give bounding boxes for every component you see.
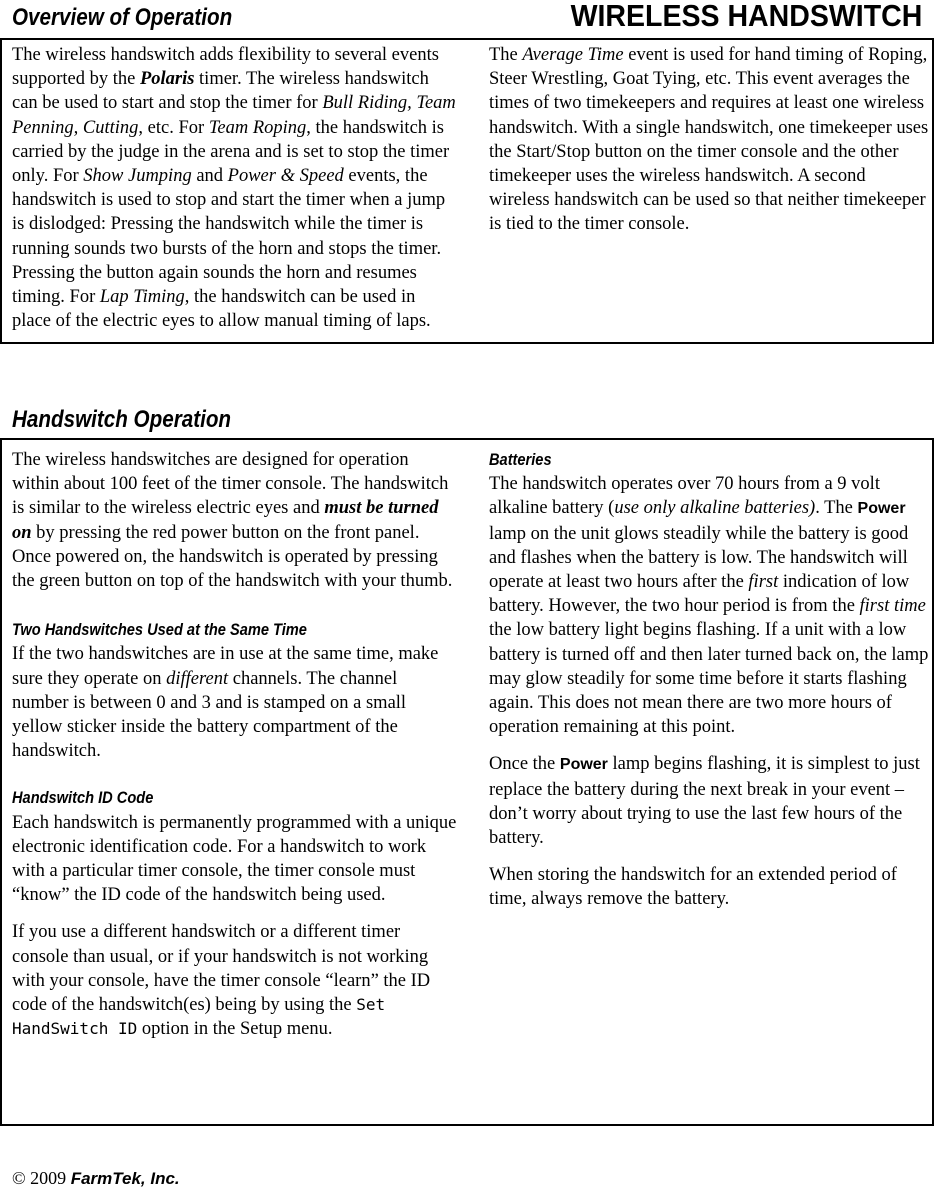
section-title-handswitch-operation: Handswitch Operation xyxy=(12,406,232,433)
document-title: WIRELESS HANDSWITCH xyxy=(570,0,922,33)
section-title-overview: Overview of Operation xyxy=(12,4,233,31)
subhead-handswitch-id: Handswitch ID Code xyxy=(12,788,154,808)
subhead-batteries: Batteries xyxy=(489,450,552,469)
overview-paragraph-2: The Average Time event is used for hand timing of Roping, Steer Wrestling, Goat Tying, etc. This event averages the times of two timekeepers and requires at least one wireless handswitch. With a single handswitch, one timekeeper uses the Start/Stop button on the timer console and the other timekeeper uses the wireless handswitch. A second wireless handswitch can be used so that neither timekeeper is tied to the timer console. xyxy=(489,45,929,235)
handswitch-id-text-1: Each handswitch is permanently programmed with a unique electronic identification code. For a handswitch to work with a particular timer console, the timer console must “know” the ID code of the handswitch being used. xyxy=(12,812,457,906)
power-lamp-label: Power xyxy=(559,756,608,774)
overview-paragraph-1: The wireless handswitch adds flexibility to several events supported by the Polaris timer. The wireless handswitch can be used to start and stop the timer for Bull Riding, Team Penning, Cutting, etc. For Team Roping, the handswitch is carried by the judge in the arena and is set to stop the timer only. For Show Jumping and Power & Speed events, the handswitch is used to stop and start the timer when a jump is dislodged: Pressing the handswitch while the timer is running sounds two bursts of the horn and stops the timer. Pressing the button again sounds the horn and resumes timing. For Lap Timing, the handswitch can be used in place of the electric eyes to allow manual timing of laps. xyxy=(12,45,456,332)
company-name: FarmTek, Inc. xyxy=(70,1169,180,1188)
copyright: © 2009 xyxy=(12,1168,71,1188)
operation-right-column xyxy=(489,448,931,925)
two-handswitches-text: If the two handswitches are in use at the same time, make sure they operate on different channels. The channel number is between 0 and 3 and is stamped on a small yellow sticker inside the battery compartment of the handswitch. xyxy=(12,644,439,762)
overview-right-column xyxy=(489,43,929,250)
handswitch-id-text-2: If you use a different handswitch or a different timer console than usual, or if your handswitch is not working with your console, have the timer console “learn” the ID code of the handswitch(es) being by using the Set HandSwitch ID option in the Setup menu. xyxy=(12,922,431,1040)
footer xyxy=(12,1168,180,1189)
operation-box xyxy=(0,438,934,1126)
power-lamp-label: Power xyxy=(857,500,906,518)
operation-intro: The wireless handswitches are designed for operation within about 100 feet of the timer console. The handswitch is similar to the wireless electric eyes and must be turned on by pressing the red power button on the front panel. Once powered on, the handswitch is operated by pressing the green button on top of the handswitch with your thumb. xyxy=(12,450,453,592)
batteries-text: The handswitch operates over 70 hours from a 9 volt alkaline battery (use only alkaline batteries). The Power lamp on the unit glows steadily while the battery is good and flashes when the battery is low. The handswitch will operate at least two hours after the first indication of low battery. However, the two hour period is from the first time the low battery light begins flashing. If a unit with a low battery is turned off and then later turned back on, the lamp may glow steadily for some time before it starts flashing again. This does not mean there are two more hours of operation remaining at this point. xyxy=(489,474,929,738)
overview-left-column xyxy=(12,43,458,346)
power-lamp-flashing-text: Once the Power lamp begins flashing, it is simplest to just replace the battery during the next break in your event – don’t worry about trying to use the last few hours of the battery. xyxy=(489,754,920,849)
operation-left-column xyxy=(12,448,458,1054)
storage-text: When storing the handswitch for an extended period of time, always remove the battery. xyxy=(489,865,897,910)
setup-menu-option: Set HandSwitch ID xyxy=(12,995,386,1039)
subhead-two-handswitches: Two Handswitches Used at the Same Time xyxy=(12,620,307,640)
overview-box xyxy=(0,38,934,344)
